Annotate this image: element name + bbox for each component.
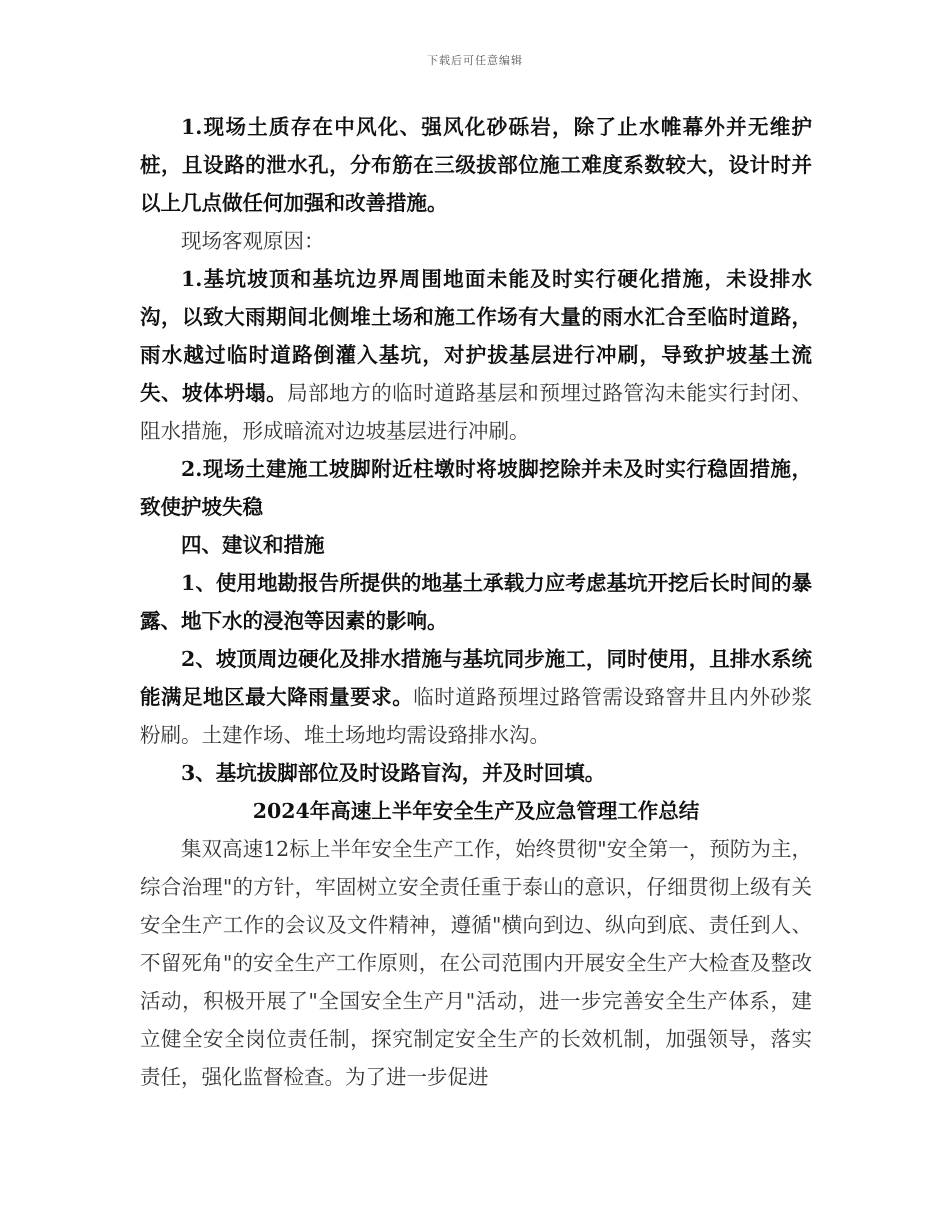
paragraph-4: 2.现场土建施工坡脚附近柱墩时将坡脚挖除并未及时实行稳固措施，致使护坡失稳 [140, 457, 812, 519]
paragraph-9: 集双高速12标上半年安全生产工作，始终贯彻"安全第一，预防为主，综合治理"的方针，牢固树立安全责任重于泰山的意识，仔细贯彻上级有关安全生产工作的会议及文件精神，遵循"横向到边、纵向到底、责任到人、不留死角"的安全生产工作原则，在公司范围内开展安全生产大检查及整改活动，积极开展了"全国安全生产月"活动，进一步完善安全生产体系，建立健全安全岗位责任制，探究制定安全生产的长效机制，加强领导，落实责任，强化监督检查。为了进一步促进 [140, 837, 812, 1089]
paragraph-3-normal: 局部地方的临时道路基层和预埋过路管沟未能实行封闭、阻水措施，形成暗流对边坡基层进行冲刷。 [140, 381, 813, 443]
paragraph-3 [140, 260, 812, 450]
paragraph-7 [140, 640, 812, 754]
paragraph-8: 3、基坑拔脚部位及时设路盲沟，并及时回填。 [181, 761, 606, 785]
paragraph-1: 1.现场土质存在中风化、强风化砂砾岩，除了止水帷幕外并无维护桩，且设路的泄水孔，分布筋在三级拔部位施工难度系数较大，设计时并以上几点做任何加强和改善措施。 [140, 115, 812, 215]
paragraph-7-bold: 2、坡顶周边硬化及排水措施与基坑同步施工，同时使用，且排水系统能满足地区最大降雨量要求。 [140, 647, 812, 709]
paragraph-3-bold: 1.基坑坡顶和基坑边界周围地面未能及时实行硬化措施，未设排水沟，以致大雨期间北侧堆土场和施工作场有大量的雨水汇合至临时道路，雨水越过临时道路倒灌入基坑，对护拔基层进行冲刷，导致护坡基土流失、坡体坍塌。 [140, 267, 812, 405]
paragraph-2: 现场客观原因： [181, 229, 325, 253]
page-header: 下载后可任意编辑 [427, 54, 523, 67]
document-title: 2024年高速上半年安全生产及应急管理工作总结 [252, 799, 700, 823]
section-heading: 四、建议和措施 [181, 533, 325, 557]
paragraph-7-normal: 临时道路预埋过路管需设臵窨井且内外砂浆粉刷。土建作场、堆土场地均需设臵排水沟。 [140, 685, 813, 747]
paragraph-6: 1、使用地勘报告所提供的地基土承载力应考虑基坑开挖后长时间的暴露、地下水的浸泡等因素的影响。 [140, 571, 812, 633]
document-body [140, 108, 812, 1096]
